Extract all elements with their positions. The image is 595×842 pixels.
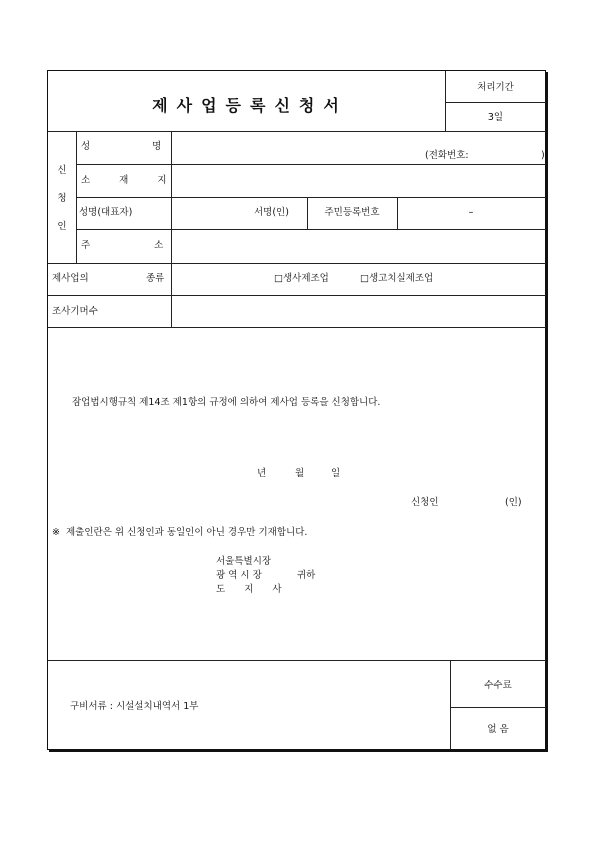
location-label: 소재지 — [81, 175, 196, 186]
business-type-label: 종류 — [146, 273, 165, 284]
business-type-label: 제사업의 — [52, 273, 89, 284]
note-mark: ※ — [52, 527, 60, 538]
divider — [48, 660, 546, 661]
processing-period-label: 처리기간 — [477, 82, 514, 93]
phone-label: (전화번호: — [425, 150, 469, 161]
divider — [450, 707, 546, 708]
fee-value: 없 음 — [487, 724, 509, 735]
signature-label: 서명(인) — [254, 207, 289, 218]
processing-period-value: 3일 — [487, 112, 504, 123]
divider — [48, 263, 546, 264]
representative-field[interactable] — [172, 198, 252, 228]
recipient-province: 도 지 사 — [216, 584, 290, 595]
divider — [76, 197, 546, 198]
applicant-sign-label: 신청인 — [411, 497, 439, 508]
rrn-value: – — [468, 207, 474, 218]
name-field[interactable] — [172, 132, 545, 163]
divider — [445, 102, 546, 103]
name-label — [81, 141, 224, 153]
option-raw-silk[interactable]: □생사제조업 — [274, 273, 329, 284]
name-label-char: 성명 — [81, 141, 224, 152]
applicant-side-label: 인 — [57, 221, 67, 232]
seal-mark: (인) — [505, 497, 522, 508]
date-day: 일 — [331, 468, 341, 479]
note-text: 제출인란은 위 신청인과 동일인이 아닌 경우만 기재합니다. — [66, 527, 308, 538]
phone-close: ) — [541, 150, 545, 161]
machines-field[interactable] — [172, 296, 545, 326]
location-field[interactable] — [172, 165, 545, 196]
addressee: 귀하 — [297, 570, 316, 581]
statement: 잠업법시행규칙 제14조 제1항의 규정에 의하여 제사업 등록을 신청합니다. — [72, 397, 381, 408]
divider — [48, 327, 546, 328]
option-cocoon-silk[interactable]: □생고치실제조업 — [360, 273, 434, 284]
recipient-metro: 광 역 시 장 — [216, 570, 262, 581]
applicant-side-label: 청 — [57, 193, 67, 204]
date-year: 년 — [257, 468, 267, 479]
form-title: 제사업등록신청서 — [152, 96, 348, 115]
applicant-side-label: 신 — [57, 165, 67, 176]
address-label: 주소 — [81, 240, 228, 251]
rrn-label: 주민등록번호 — [324, 207, 380, 218]
representative-label: 성명(대표자) — [79, 207, 133, 218]
fee-label: 수수료 — [484, 680, 512, 691]
address-field[interactable] — [172, 230, 545, 262]
required-documents: 구비서류 : 시설설치내역서 1부 — [70, 701, 199, 712]
date-month: 월 — [295, 468, 305, 479]
divider — [76, 131, 77, 263]
recipient-seoul: 서울특별시장 — [216, 556, 272, 567]
machines-label: 조사기머수 — [52, 306, 98, 317]
